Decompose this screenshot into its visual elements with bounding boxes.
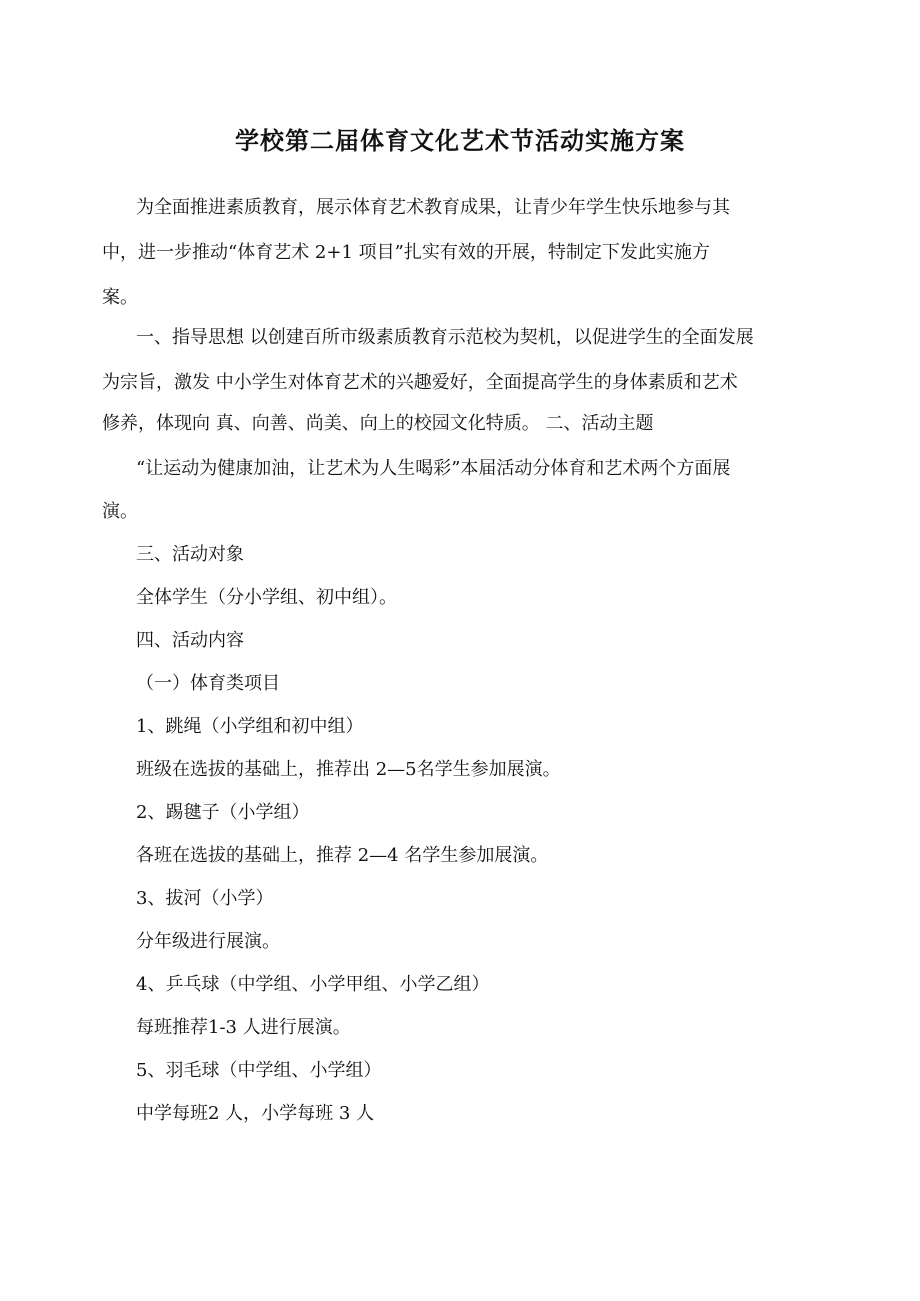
paragraph-line: 分年级进行展演。: [136, 931, 280, 952]
paragraph-line: 全体学生（分小学组、初中组）。: [136, 587, 397, 608]
list-item: 2、踢毽子（小学组）: [136, 802, 310, 823]
section-heading: 三、活动对象: [136, 544, 244, 565]
paragraph-line: 为全面推进素质教育，展示体育艺术教育成果，让青少年学生快乐地参与其: [136, 197, 730, 218]
paragraph-line: 各班在选拔的基础上，推荐 2—4 名学生参加展演。: [136, 845, 549, 866]
paragraph-line: 中，进一步推动“体育艺术 2+1 项目”扎实有效的开展，特制定下发此实施方: [102, 242, 710, 263]
list-item: 3、拔河（小学）: [136, 888, 274, 909]
paragraph-line: 一、指导思想 以创建百所市级素质教育示范校为契机，以促进学生的全面发展: [136, 327, 754, 348]
list-item: 1、跳绳（小学组和初中组）: [136, 716, 364, 737]
list-item: 4、乒乓球（中学组、小学甲组、小学乙组）: [136, 974, 490, 995]
paragraph-line: 演。: [102, 501, 138, 522]
list-item: 5、羽毛球（中学组、小学组）: [136, 1060, 382, 1081]
paragraph-line: 修养，体现向 真、向善、尚美、向上的校园文化特质。 二、活动主题: [102, 413, 654, 434]
paragraph-line: 班级在选拔的基础上，推荐出 2—5名学生参加展演。: [136, 759, 561, 780]
subsection-heading: （一）体育类项目: [136, 673, 280, 694]
document-title: 学校第二届体育文化艺术节活动实施方案: [235, 127, 685, 155]
paragraph-line: 每班推荐1-3 人进行展演。: [136, 1017, 351, 1038]
paragraph-line: “让运动为健康加油，让艺术为人生喝彩”本届活动分体育和艺术两个方面展: [136, 458, 731, 479]
paragraph-line: 中学每班2 人，小学每班 3 人: [136, 1103, 375, 1124]
paragraph-line: 为宗旨，激发 中小学生对体育艺术的兴趣爱好，全面提高学生的身体素质和艺术: [102, 372, 738, 393]
paragraph-line: 案。: [102, 287, 138, 308]
section-heading: 四、活动内容: [136, 630, 244, 651]
